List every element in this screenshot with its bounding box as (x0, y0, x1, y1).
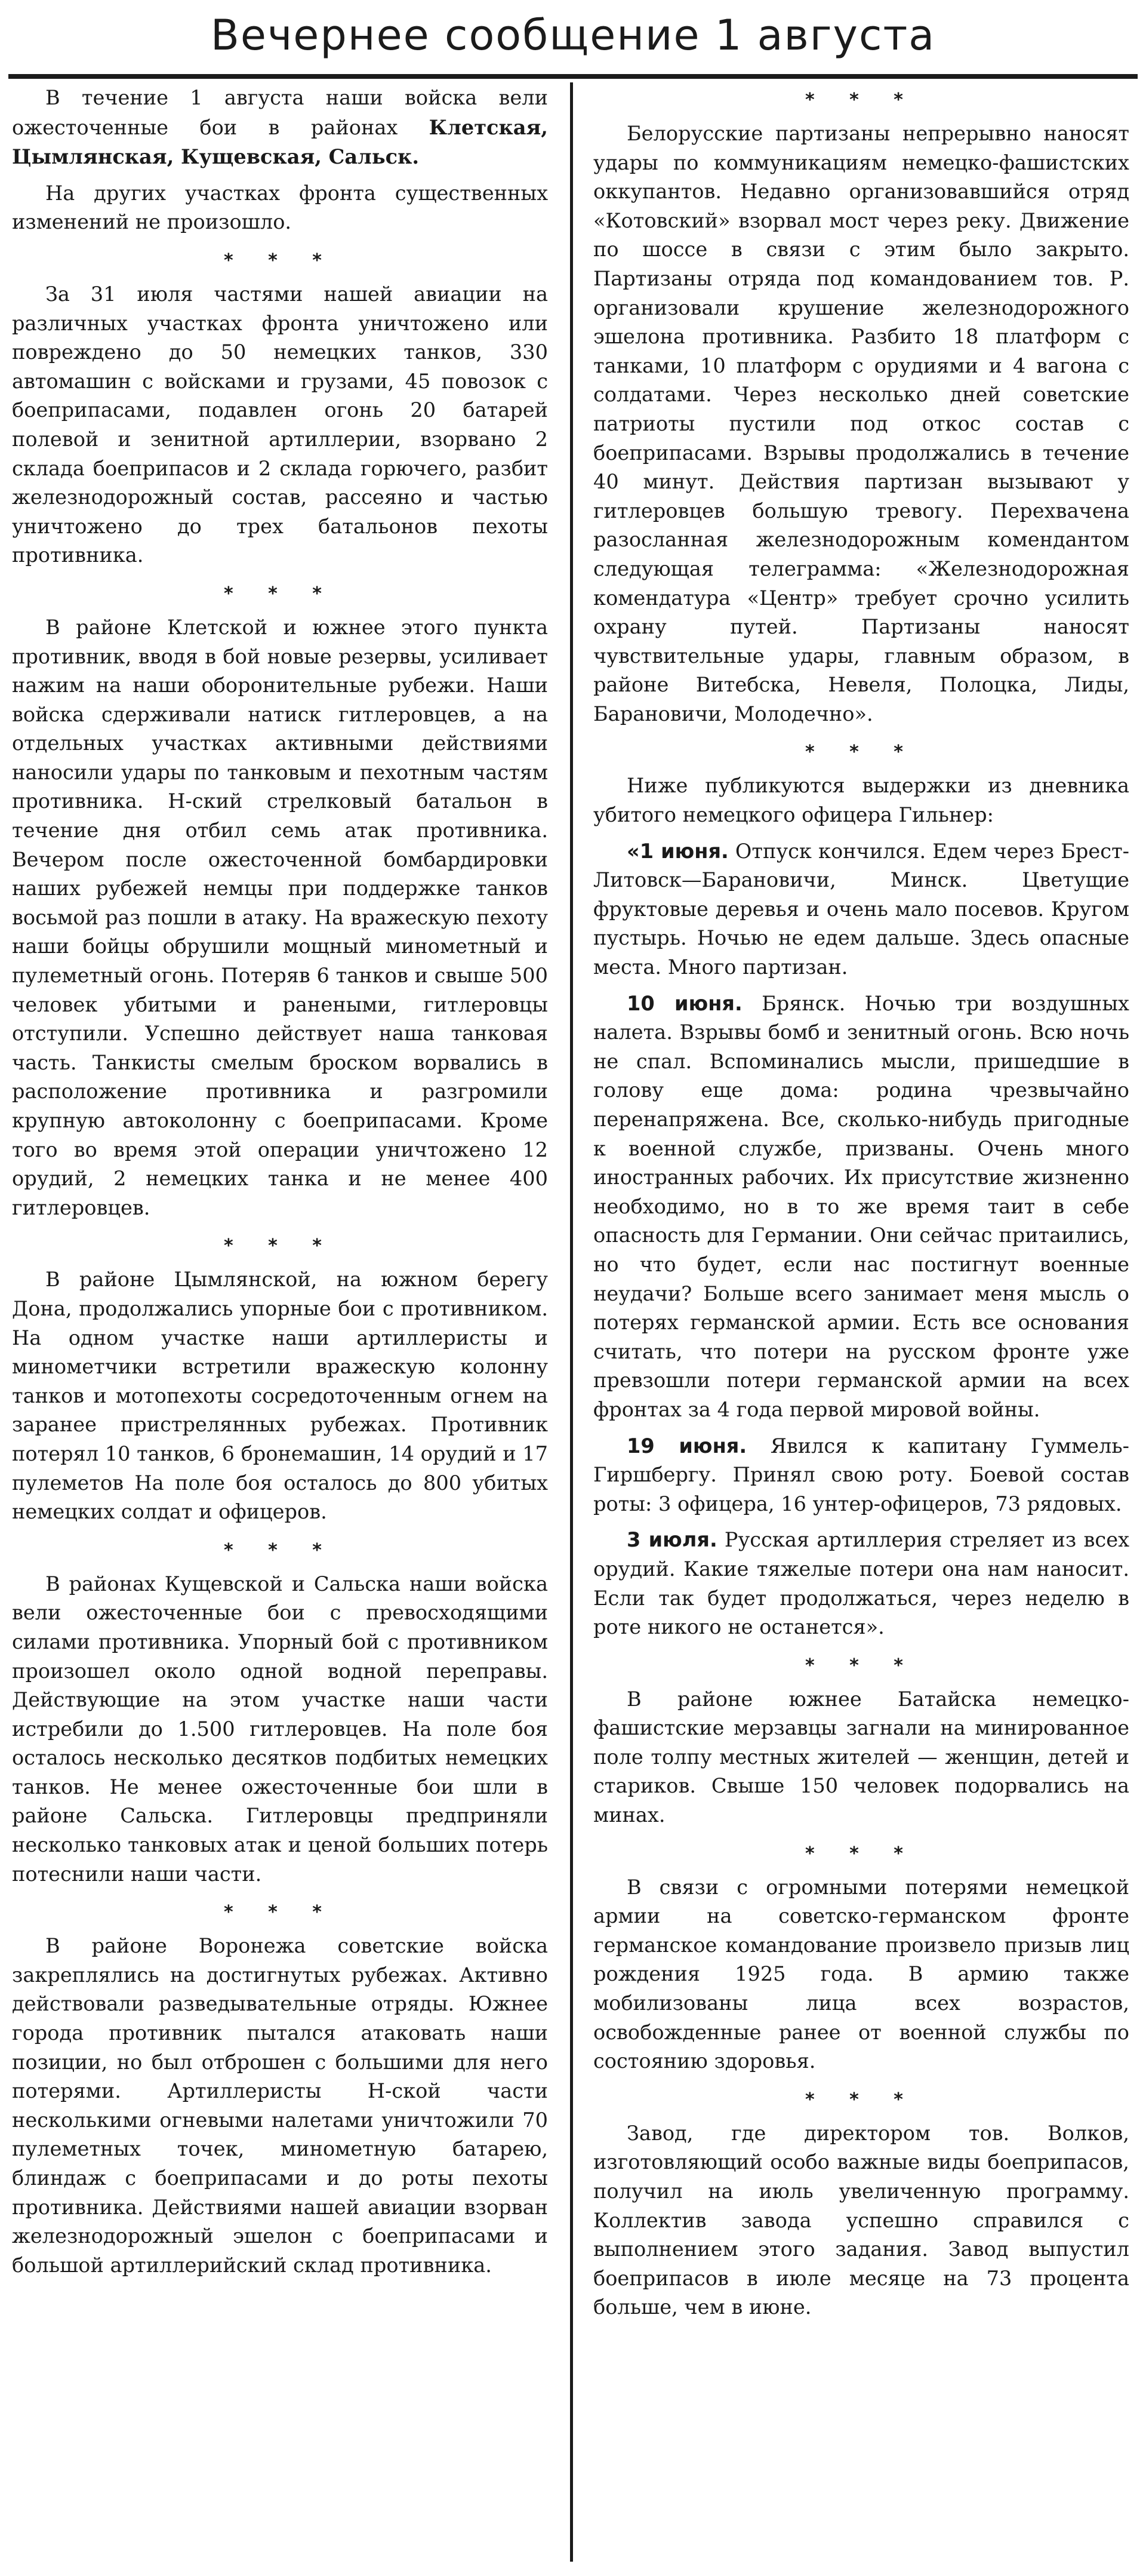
diary-entry (593, 1432, 1129, 1519)
section-separator: * * * (224, 1902, 336, 1923)
section-separator: * * * (805, 1655, 917, 1676)
diary-text: Русская артиллерия стреляет из всех орудий. Какие тяжелые потери она нам наносит. Если так будет продолжаться, через неделю в роте никого не останется». (593, 1528, 1129, 1639)
section-separator: * * * (224, 250, 336, 271)
section-separator: * * * (224, 583, 336, 604)
right-column (593, 84, 1129, 2562)
paragraph: За 31 июля частями нашей авиации на различных участках фронта уничтожено или повреждено до 50 немецких танков, 330 автомашин с войсками и грузами, 45 повозок с боеприпасами, подавлен огонь 20 батарей полевой и зенитной артиллерии, взорвано 2 склада боеприпасов и 2 склада горючего, разбит железнодорожный состав, рассеяно и частью уничтожено до трех батальонов пехоты противника. (12, 282, 548, 567)
page-title: Вечернее сообщение 1 августа (210, 11, 936, 60)
section-separator: * * * (805, 2089, 917, 2110)
paragraph: В районе Клетской и южнее этого пункта противник, вводя в бой новые резервы, усиливает нажим на наши оборонительные рубежи. Наши войска сдерживали натиск гитлеровцев, а на отдельных участках активными действиями наносили удары по танковым и пехотным частям противника. Н-ский стрелковый батальон в течение дня отбил семь атак противника. Вечером после ожесточенной бомбардировки наших рубежей немцы при поддержке танков восьмой раз пошли в атаку. На вражескую пехоту наши бойцы обрушили мощный минометный и пулеметный огонь. Потеряв 6 танков и свыше 500 человек убитыми и ранеными, гитлеровцы отступили. Успешно действует наша танковая часть. Танкисты смелым броском ворвались в расположение противника и разгромили крупную автоколонну с боеприпасами. Кроме того во время этой операции уничтожено 12 орудий, 2 немецких танка и не менее 400 гитлеровцев. (12, 615, 548, 1219)
title-rule (8, 74, 1138, 79)
paragraph: В районе Воронежа советские войска закреплялись на достигнутых рубежах. Активно действовали разведывательные отряды. Южнее города противник пытался атаковать наши позиции, но был отброшен с большими для него потерями. Артиллеристы Н-ской части несколькими огневыми налетами уничтожили 70 пулеметных точек, минометную батарею, блиндаж с боеприпасами и до роты пехоты противника. Действиями нашей авиации взорван железнодорожный эшелон с боеприпасами и большой артиллерийский склад противника. (12, 1934, 548, 2277)
paragraph: В районе южнее Батайска немецко-фашистские мерзавцы загнали на минированное поле толпу местных жителей — женщин, детей и стариков. Свыше 150 человек подорвались на минах. (593, 1687, 1129, 1827)
diary-text: Явился к капитану Гуммель-Гиршбергу. Принял свою роту. Боевой состав роты: 3 офицера, 16 унтер-офицеров, 73 рядовых. (593, 1434, 1129, 1516)
diary-entry (593, 989, 1129, 1425)
diary-date: «1 июня. (627, 839, 729, 863)
column-divider (570, 82, 573, 2562)
paragraph: На других участках фронта существенных изменений не произошло. (12, 181, 548, 234)
paragraph: Ниже публикуются выдержки из дневника убитого немецкого офицера Гильнер: (593, 774, 1129, 827)
section-separator: * * * (224, 1235, 336, 1257)
section-separator: * * * (805, 90, 917, 110)
diary-date: 10 июня. (627, 991, 743, 1015)
paragraph-text: В течение 1 августа наши войска вели ожесточенные бои в районах (12, 86, 548, 139)
paragraph: Завод, где директором тов. Волков, изготовляющий особо важные виды боеприпасов, получил на июль увеличенную программу. Коллектив завода успешно справился с выполнением этого задания. Завод выпустил боеприпасов в июле месяце на 73 процента больше, чем в июне. (593, 2121, 1129, 2319)
diary-entry (593, 1526, 1129, 1641)
paragraph: В связи с огромными потерями немецкой армии на советско-германском фронте германское командование произвело призыв лиц рождения 1925 года. В армию также мобилизованы лица всех возрастов, освобожденные ранее от военной службы по состоянию здоровья. (593, 1875, 1129, 2073)
left-column (12, 84, 548, 2562)
diary-date: 19 июня. (627, 1434, 747, 1458)
section-separator: * * * (805, 1843, 917, 1864)
paragraph: В районе Цымлянской, на южном берегу Дона, продолжались упорные бои с противником. На одном участке наши артиллеристы и минометчики встретили вражескую колонну танков и мотопехоты сосредоточенным огнем на заранее пристрелянных рубежах. Противник потерял 10 танков, 6 бронемашин, 14 орудий и 17 пулеметов На поле боя осталось до 800 убитых немецких солдат и офицеров. (12, 1268, 548, 1524)
section-separator: * * * (224, 1539, 336, 1561)
paragraph-bold-places: Клетская, Цымлянская, Кущевская, Сальск. (12, 115, 548, 169)
diary-text: Отпуск кончился. Едем через Брест-Литовск—Барановичи, Минск. Цветущие фруктовые деревья и очень мало посевов. Кругом пустырь. Ночью не едем дальше. Здесь опасные места. Много партизан. (593, 839, 1129, 979)
diary-date: 3 июля. (627, 1528, 717, 1552)
paragraph (12, 84, 548, 172)
paragraph: В районах Кущевской и Сальска наши войска вели ожесточенные бои с превосходящими силами противника. Упорный бой с противником произошел около одной водной переправы. Действующие на этом участке наши части истребили до 1.500 гитлеровцев. На поле боя осталось несколько десятков подбитых немецких танков. Не менее ожесточенные бои шли в районе Сальска. Гитлеровцы предприняли несколько танковых атак и ценой больших потерь потеснили наши части. (12, 1572, 548, 1886)
diary-text: Брянск. Ночью три воздушных налета. Взрывы бомб и зенитный огонь. Всю ночь не спал. Вспоминались мысли, пришедшие в голову еще дома: родина чрезвычайно перенапряжена. Все, сколько-нибудь пригодные к военной службе, призваны. Очень много иностранных рабочих. Их присутствие жизненно необходимо, но в то же время таит в себе опасность для Германии. Они сейчас притаились, но что будет, если нас постигнут военные неудачи? Больше всего занимает меня мысль о потерях германской армии. Есть все основания считать, что потери на русском фронте уже превзошли потери германской армии на всех фронтах за 4 года первой мировой войны. (593, 991, 1129, 1421)
diary-entry (593, 837, 1129, 982)
paragraph: Белорусские партизаны непрерывно наносят удары по коммуникациям немецко-фашистских оккупантов. Недавно организовавшийся отряд «Котовский» взорвал мост через реку. Движение по шоссе в связи с этим было закрыто. Партизаны отряда под командованием тов. Р. организовали крушение железнодорожного эшелона противника. Разбито 18 платформ с танками, 10 платформ с орудиями и 4 вагона с солдатами. Через несколько дней советские патриоты пустили под откос состав с боеприпасами. Взрывы продолжались в течение 40 минут. Действия партизан вызывают у гитлеровцев большую тревогу. Перехвачена разосланная железнодорожным комендантом следующая телеграмма: «Железнодорожная комендатура «Центр» требует срочно усилить охрану путей. Партизаны наносят чувствительные удары, главным образом, в районе Витебска, Невеля, Полоцка, Лиды, Барановичи, Молодечно». (593, 122, 1129, 726)
section-separator: * * * (805, 742, 917, 763)
